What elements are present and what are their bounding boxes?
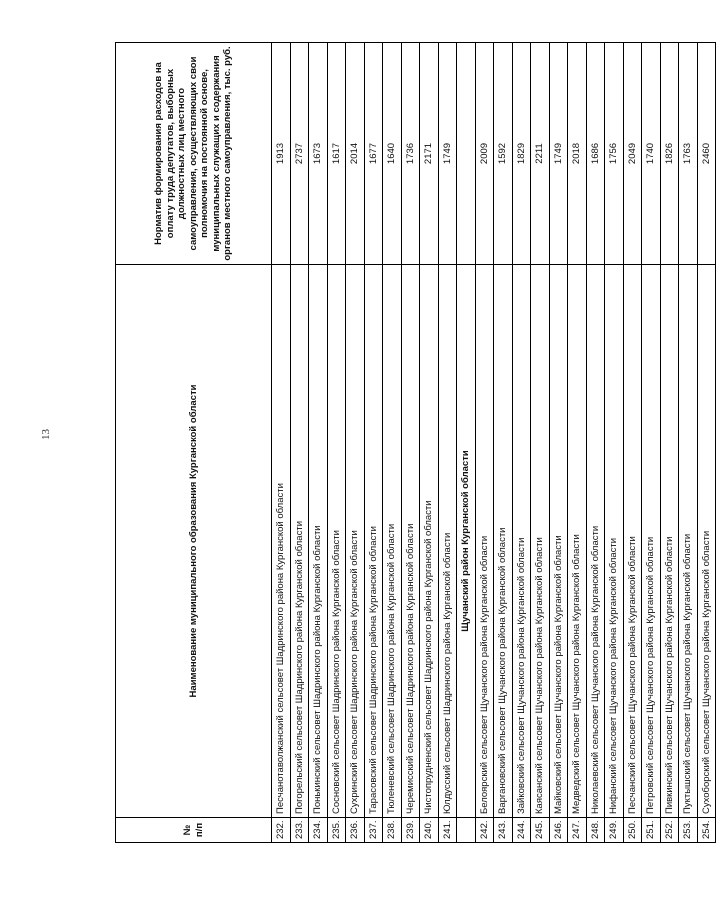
municipality-name: Тюленевский сельсовет Шадринского района Курганской области xyxy=(383,265,402,818)
table-row xyxy=(327,43,346,843)
table-row xyxy=(586,43,605,843)
table-row xyxy=(568,43,587,843)
municipality-name: Юлдусский сельсовет Шадринского района Курганской области xyxy=(438,265,457,818)
norm-value: 1756 xyxy=(605,43,624,265)
norm-value: 2049 xyxy=(623,43,642,265)
section-value-cell xyxy=(457,43,476,265)
municipality-name: Медведский сельсовет Щучанского района Курганской области xyxy=(568,265,587,818)
municipality-name: Каясанский сельсовет Щучанского района Курганской области xyxy=(531,265,550,818)
municipality-name: Сухоборский сельсовет Щучанского района Курганской области xyxy=(697,265,716,818)
header-num: № п/п xyxy=(116,818,272,843)
norm-value: 1736 xyxy=(401,43,420,265)
page-number: 13 xyxy=(40,429,52,440)
table-row xyxy=(383,43,402,843)
row-number: 235. xyxy=(327,818,346,843)
table-row xyxy=(401,43,420,843)
table-row xyxy=(512,43,531,843)
norm-value: 2014 xyxy=(346,43,365,265)
row-number: 253. xyxy=(679,818,698,843)
table-row xyxy=(346,43,365,843)
municipality-name: Майковский сельсовет Щучанского района Курганской области xyxy=(549,265,568,818)
municipality-name: Николаевский сельсовет Щучанского района Курганской области xyxy=(586,265,605,818)
table-row xyxy=(697,43,716,843)
norm-value: 1673 xyxy=(309,43,328,265)
table-row xyxy=(605,43,624,843)
municipality-name: Черемисский сельсовет Шадринского района Курганской области xyxy=(401,265,420,818)
norm-value: 2171 xyxy=(420,43,439,265)
municipality-name: Варгановский сельсовет Щучанского района Курганской области xyxy=(494,265,513,818)
row-number: 241. xyxy=(438,818,457,843)
municipality-name: Петровский сельсовет Щучанского района Курганской области xyxy=(642,265,661,818)
table-row xyxy=(475,43,494,843)
norm-value: 1640 xyxy=(383,43,402,265)
rotated-table-container xyxy=(115,43,712,843)
header-value: Норматив формирования расходов на оплату труда депутатов, выборных должностных лиц местного самоуправления, осуществляющих свои полномочия на постоянной основе, муниципальных служащих и содержания органов местного самоуправления, тыс. руб. xyxy=(116,43,272,265)
row-number: 250. xyxy=(623,818,642,843)
row-number: 252. xyxy=(660,818,679,843)
norms-table xyxy=(115,42,716,843)
municipality-name: Понькинский сельсовет Шадринского района Курганской области xyxy=(309,265,328,818)
norm-value: 1749 xyxy=(438,43,457,265)
row-number: 233. xyxy=(290,818,309,843)
municipality-name: Пуктышский сельсовет Щучанского района Курганской области xyxy=(679,265,698,818)
table-row xyxy=(420,43,439,843)
municipality-name: Сухринский сельсовет Шадринского района Курганской области xyxy=(346,265,365,818)
table-row xyxy=(494,43,513,843)
municipality-name: Сосновский сельсовет Шадринского района Курганской области xyxy=(327,265,346,818)
table-row xyxy=(660,43,679,843)
norm-value: 1749 xyxy=(549,43,568,265)
row-number: 247. xyxy=(568,818,587,843)
table-row xyxy=(364,43,383,843)
norm-value: 2737 xyxy=(290,43,309,265)
header-name: Наименование муниципального образования Курганской области xyxy=(116,265,272,818)
row-number: 251. xyxy=(642,818,661,843)
table-row xyxy=(531,43,550,843)
norm-value: 1913 xyxy=(272,43,291,265)
row-number: 240. xyxy=(420,818,439,843)
row-number: 232. xyxy=(272,818,291,843)
section-num-cell xyxy=(457,818,476,843)
row-number: 248. xyxy=(586,818,605,843)
norm-value: 1677 xyxy=(364,43,383,265)
municipality-name: Песчанотаволжанский сельсовет Шадринского района Курганской области xyxy=(272,265,291,818)
norm-value: 1617 xyxy=(327,43,346,265)
norm-value: 2211 xyxy=(531,43,550,265)
row-number: 245. xyxy=(531,818,550,843)
norm-value: 1740 xyxy=(642,43,661,265)
municipality-name: Песчанский сельсовет Щучанского района Курганской области xyxy=(623,265,642,818)
table-row xyxy=(623,43,642,843)
norm-value: 1592 xyxy=(494,43,513,265)
row-number: 236. xyxy=(346,818,365,843)
municipality-name: Белоярский сельсовет Щучанского района Курганской области xyxy=(475,265,494,818)
municipality-name: Нифанский сельсовет Щучанского района Курганской области xyxy=(605,265,624,818)
row-number: 243. xyxy=(494,818,513,843)
municipality-name: Зайковский сельсовет Щучанского района Курганской области xyxy=(512,265,531,818)
norm-value: 1763 xyxy=(679,43,698,265)
table-row xyxy=(309,43,328,843)
municipality-name: Погорельский сельсовет Шадринского района Курганской области xyxy=(290,265,309,818)
table-row xyxy=(290,43,309,843)
table-row xyxy=(642,43,661,843)
row-number: 239. xyxy=(401,818,420,843)
municipality-name: Тарасовский сельсовет Шадринского района Курганской области xyxy=(364,265,383,818)
norm-value: 2460 xyxy=(697,43,716,265)
table-row xyxy=(438,43,457,843)
norm-value: 2009 xyxy=(475,43,494,265)
norm-value: 1826 xyxy=(660,43,679,265)
norm-value: 1829 xyxy=(512,43,531,265)
municipality-name: Пивкинский сельсовет Щучанского района Курганской области xyxy=(660,265,679,818)
norm-value: 2018 xyxy=(568,43,587,265)
table-row xyxy=(272,43,291,843)
row-number: 234. xyxy=(309,818,328,843)
row-number: 254. xyxy=(697,818,716,843)
row-number: 242. xyxy=(475,818,494,843)
row-number: 238. xyxy=(383,818,402,843)
table-row xyxy=(549,43,568,843)
row-number: 249. xyxy=(605,818,624,843)
table-header-row xyxy=(116,43,272,843)
row-number: 246. xyxy=(549,818,568,843)
row-number: 237. xyxy=(364,818,383,843)
section-row xyxy=(457,43,476,843)
norm-value: 1686 xyxy=(586,43,605,265)
row-number: 244. xyxy=(512,818,531,843)
municipality-name: Чистопрудненский сельсовет Шадринского района Курганской области xyxy=(420,265,439,818)
table-row xyxy=(679,43,698,843)
section-title: Щучанский район Курганской области xyxy=(457,265,476,818)
